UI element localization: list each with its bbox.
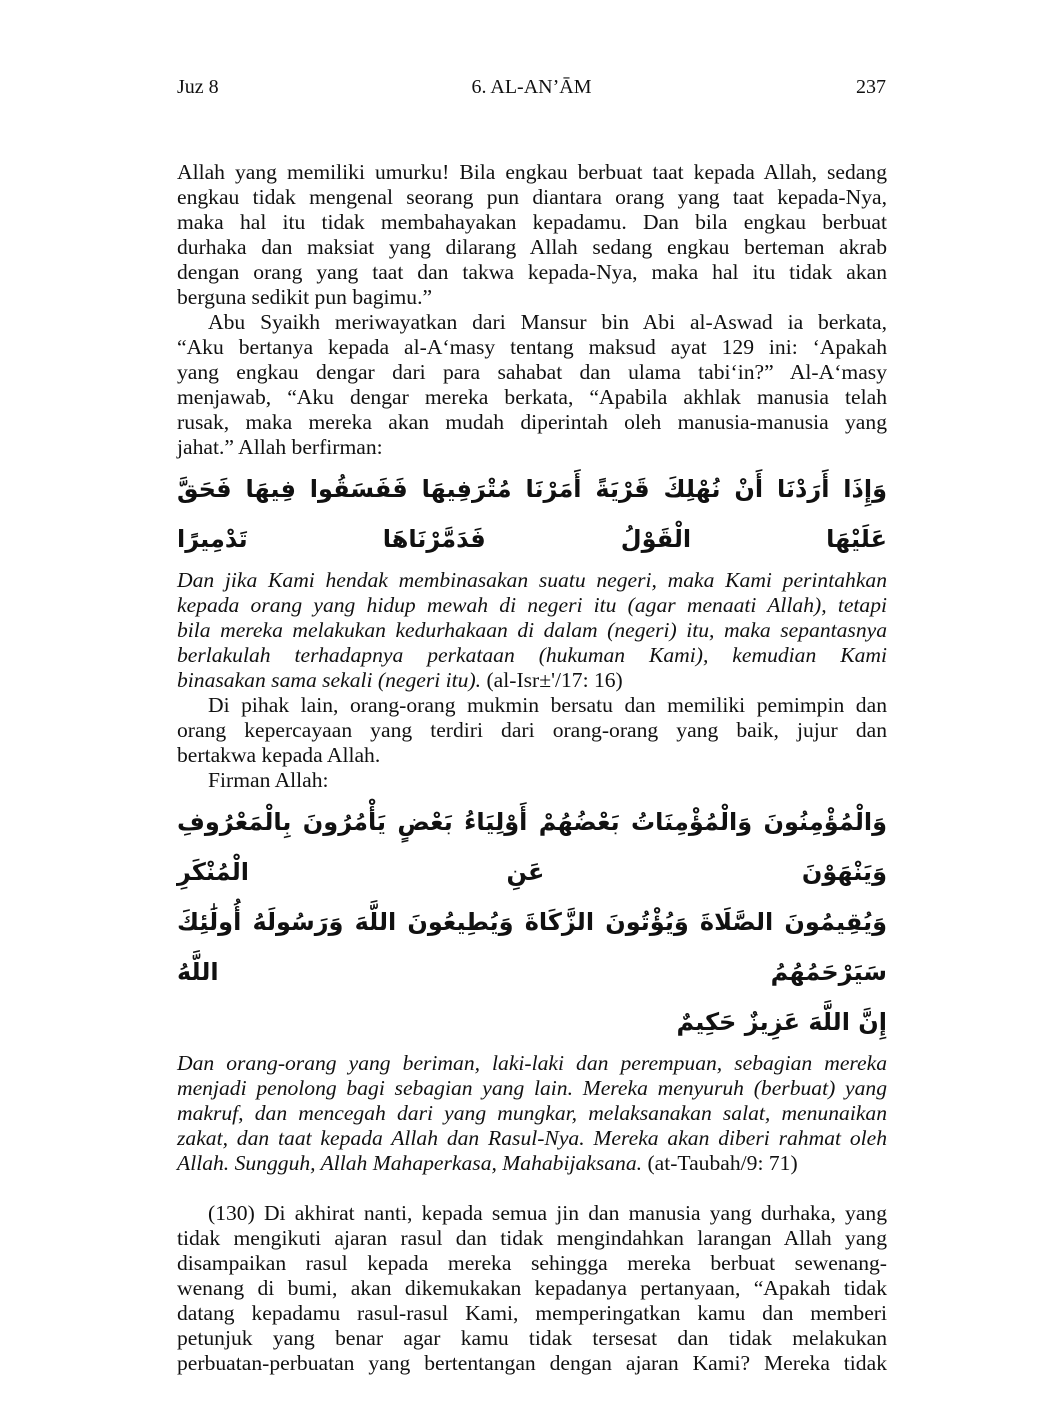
line-text: jahat.” Allah berfirman: (177, 435, 383, 459)
line-text: berlakulah terhadapnya perkataan (hukuman Kami), kemudian Kami (177, 643, 887, 667)
arabic-line (177, 997, 887, 1047)
text-line (177, 1126, 887, 1151)
line-text: bertakwa kepada Allah. (177, 743, 381, 767)
text-line (177, 1101, 887, 1126)
line-text: datang kepadamu rasul-rasul Kami, memperingatkan kamu dan memberi (177, 1301, 887, 1325)
text-line (177, 1351, 887, 1376)
line-text: disampaikan rasul kepada mereka sehingga mereka berbuat sewenang- (177, 1251, 887, 1275)
line-text: binasakan sama sekali (negeri itu). (177, 668, 482, 692)
text-line (177, 360, 887, 385)
paragraph (177, 160, 887, 310)
line-text: engkau tidak mengenal seorang pun diantara orang yang taat kepada-Nya, (177, 185, 887, 209)
line-text: perbuatan-perbuatan yang bertentangan dengan ajaran Kami? Mereka tidak (177, 1351, 887, 1375)
text-line (177, 768, 887, 793)
paragraph (177, 310, 887, 460)
text-line (177, 185, 887, 210)
line-text: “Aku bertanya kepada al-A‘masy tentang maksud ayat 129 ini: ‘Apakah (177, 335, 887, 359)
paragraph (177, 768, 887, 793)
line-text: kepada orang yang hidup mewah di negeri itu (agar menaati Allah), tetapi (177, 593, 887, 617)
arabic-line (177, 797, 887, 897)
text-line (177, 210, 887, 235)
text-line (177, 160, 887, 185)
line-text: Dan jika Kami hendak membinasakan suatu negeri, maka Kami perintahkan (177, 568, 887, 592)
line-text: maka hal itu tidak membahayakan kepadamu. Dan bila engkau berbuat (177, 210, 887, 234)
text-line (177, 643, 887, 668)
text-line (177, 310, 887, 335)
line-text: wenang di bumi, akan dikemukakan kepadanya pertanyaan, “Apakah tidak (177, 1276, 887, 1300)
line-text: وَإِذَا أَرَدْنَا أَنْ نُهْلِكَ قَرْيَةً أَمَرْنَا مُتْرَفِيهَا فَفَسَقُوا فِيهَا فَحَقَّ عَلَيْهَا الْقَوْلُ فَدَمَّرْنَاهَا تَدْمِيرًا (177, 475, 887, 553)
arabic-verse (177, 464, 887, 564)
line-text: zakat, dan taat kepada Allah dan Rasul-Nya. Mereka akan diberi rahmat oleh (177, 1126, 887, 1150)
line-text: menjadi penolong bagi sebagian yang lain. Mereka menyuruh (berbuat) yang (177, 1076, 887, 1100)
text-line (177, 668, 887, 693)
text-line (177, 285, 887, 310)
line-text: Firman Allah: (208, 768, 329, 792)
text-line (177, 568, 887, 593)
line-text: إِنَّ اللَّهَ عَزِيزٌ حَكِيمٌ (676, 1008, 887, 1036)
running-header-juz: Juz 8 (177, 76, 219, 98)
text-line (177, 1276, 887, 1301)
arabic-verse (177, 797, 887, 1047)
text-line (177, 435, 887, 460)
arabic-line (177, 464, 887, 564)
line-text: Allah yang memiliki umurku! Bila engkau berbuat taat kepada Allah, sedang (177, 160, 887, 184)
paragraph (177, 1201, 887, 1376)
text-line (177, 410, 887, 435)
text-line (177, 1076, 887, 1101)
line-text: yang engkau dengar dari para sahabat dan ulama tabi‘in?” Al-A‘masy (177, 360, 887, 384)
line-text: bila mereka melakukan kedurhakaan di dalam (negeri) itu, maka sepantasnya (177, 618, 887, 642)
line-text: وَيُقِيمُونَ الصَّلَاةَ وَيُؤْتُونَ الزَّكَاةَ وَيُطِيعُونَ اللَّهَ وَرَسُولَهُ أُولَٰئِكَ سَيَرْحَمُهُمُ اللَّهُ (177, 908, 887, 986)
text-line (177, 593, 887, 618)
text-line (177, 1151, 887, 1176)
line-text: Di pihak lain, orang-orang mukmin bersatu dan memiliki pemimpin dan (208, 693, 887, 717)
text-line (177, 335, 887, 360)
line-text: orang kepercayaan yang terdiri dari orang-orang yang baik, jujur dan (177, 718, 887, 742)
line-text: menjawab, “Aku dengar mereka berkata, “Apabila akhlak manusia telah (177, 385, 887, 409)
text-line (177, 718, 887, 743)
text-line (177, 385, 887, 410)
verse-citation: (at-Taubah/9: 71) (647, 1151, 798, 1175)
line-text: Allah. Sungguh, Allah Mahaperkasa, Mahabijaksana. (177, 1151, 643, 1175)
text-line (177, 693, 887, 718)
text-line (177, 1201, 887, 1226)
paragraph (177, 693, 887, 768)
line-text: tidak mengikuti ajaran rasul dan tidak mengindahkan larangan Allah yang (177, 1226, 887, 1250)
verse-citation: (al-Isr±'/17: 16) (486, 668, 623, 692)
line-text: (130) Di akhirat nanti, kepada semua jin dan manusia yang durhaka, yang (208, 1201, 887, 1225)
text-line (177, 1051, 887, 1076)
line-text: Dan orang-orang yang beriman, laki-laki dan perempuan, sebagian mereka (177, 1051, 887, 1075)
text-line (177, 1226, 887, 1251)
text-line (177, 260, 887, 285)
text-line (177, 1326, 887, 1351)
text-line (177, 1301, 887, 1326)
text-line (177, 1251, 887, 1276)
line-text: petunjuk yang benar agar kamu tidak tersesat dan tidak melakukan (177, 1326, 887, 1350)
line-text: Abu Syaikh meriwayatkan dari Mansur bin Abi al-Aswad ia berkata, (208, 310, 887, 334)
line-text: rusak, maka mereka akan mudah diperintah oleh manusia-manusia yang (177, 410, 887, 434)
text-line (177, 235, 887, 260)
verse-translation (177, 1051, 887, 1176)
verse-translation (177, 568, 887, 693)
line-text: berguna sedikit pun bagimu.” (177, 285, 433, 309)
arabic-line (177, 897, 887, 997)
line-text: وَالْمُؤْمِنُونَ وَالْمُؤْمِنَاتُ بَعْضُهُمْ أَوْلِيَاءُ بَعْضٍ يَأْمُرُونَ بِالْمَعْرُوفِ وَيَنْهَوْنَ عَنِ الْمُنْكَرِ (177, 808, 887, 886)
text-line (177, 743, 887, 768)
page-number: 237 (856, 76, 886, 98)
text-line (177, 618, 887, 643)
page-body (177, 160, 887, 1376)
line-text: durhaka dan maksiat yang dilarang Allah sedang engkau berteman akrab (177, 235, 887, 259)
line-text: dengan orang yang taat dan takwa kepada-Nya, maka hal itu tidak akan (177, 260, 887, 284)
line-text: makruf, dan mencegah dari yang mungkar, melaksanakan salat, menunaikan (177, 1101, 887, 1125)
running-header-surah: 6. AL-AN’ĀM (471, 76, 592, 98)
